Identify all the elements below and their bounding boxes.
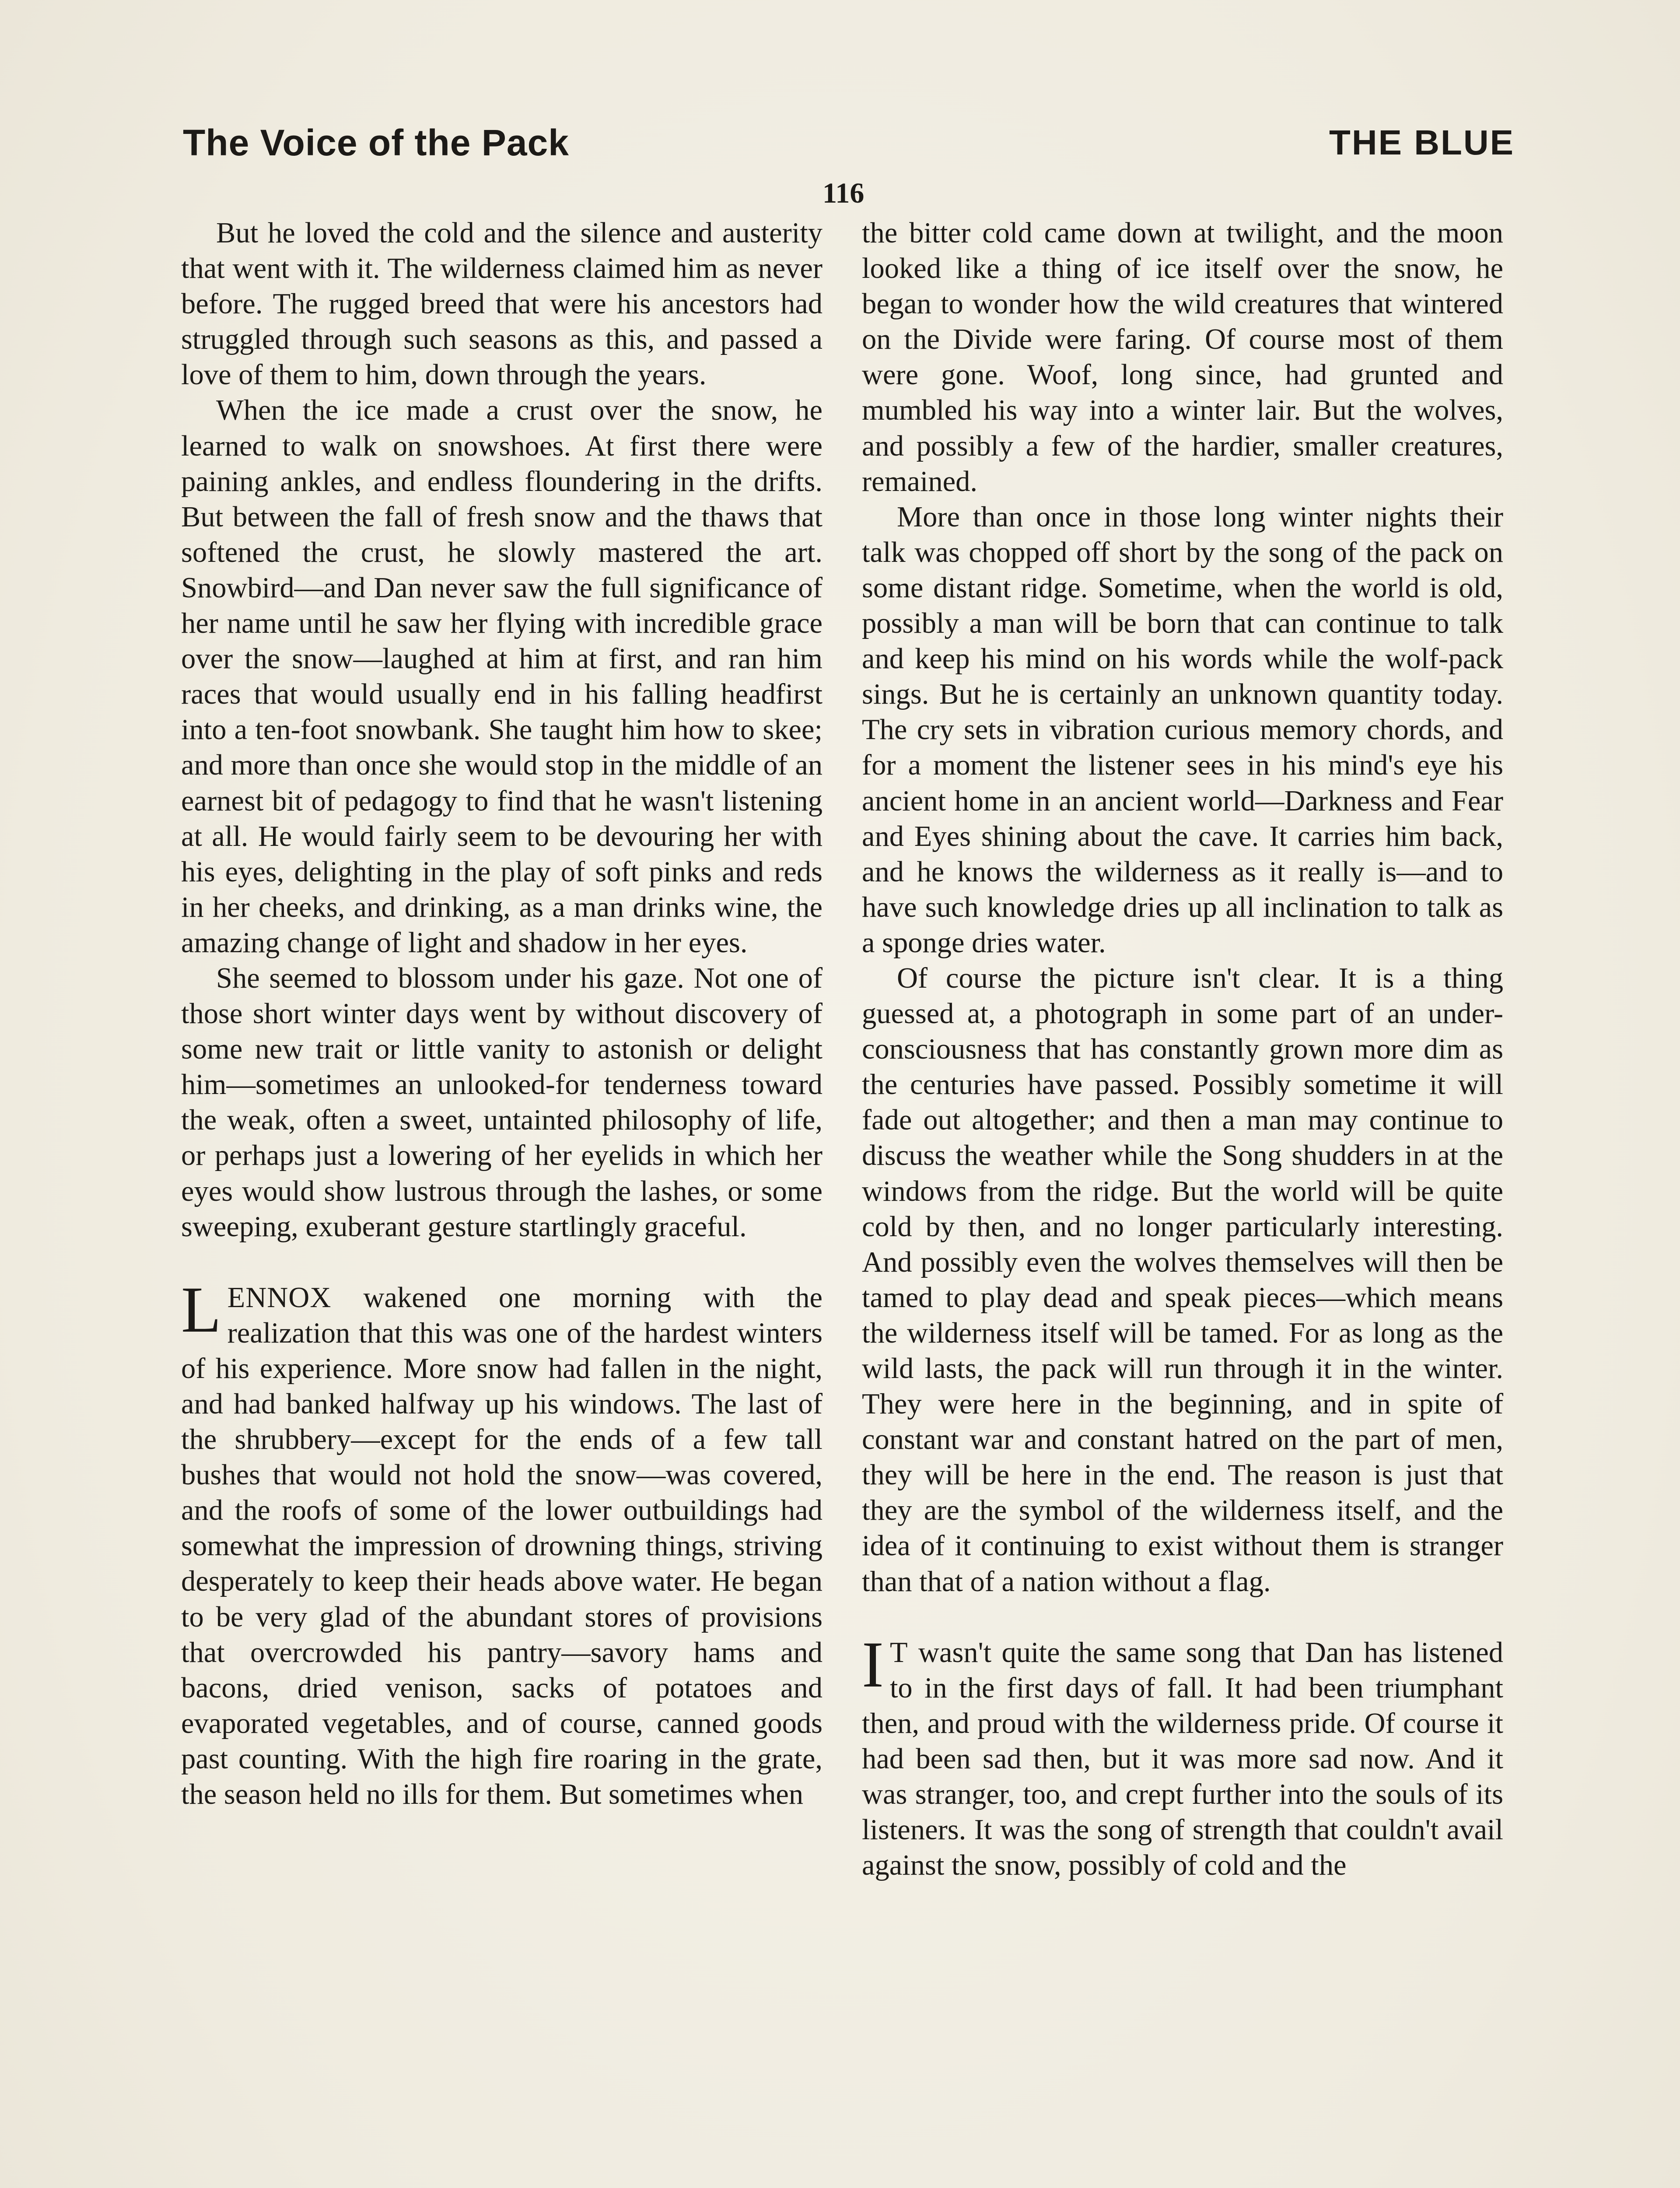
section-break xyxy=(862,1599,1503,1635)
paragraph-text: wakened one morning with the realization that this was one of the hardest winters of his experience. More snow had fallen in the night, and had banked halfway up his windows. The last of the shrubbery—except for the ends of a few tall bushes that would not hold the snow—was covered, and the roofs of some of the lower outbuildings had somewhat the impression of drowning things, striving desperately to keep their heads above water. He began to be very glad of the abundant stores of provisions that overcrowded his pantry—savory hams and bacons, dried venison, sacks of potatoes and evaporated vegetables, and of course, canned goods past counting. With the high fire roaring in the grate, the season held no ills for them. But sometimes when xyxy=(181,1281,822,1811)
small-caps-lead: ENNOX xyxy=(227,1281,332,1314)
drop-cap: L xyxy=(181,1273,221,1346)
paragraph: When the ice made a crust over the snow, he learned to walk on snowshoes. At first there were paining ankles, and endless floundering in the drifts. But between the fall of fresh snow and the thaws that softened the crust, he slowly mastered the art. Snowbird—and Dan never saw the full significance of her name until he saw her flying with incredible grace over the snow—laughed at him at first, and ran him races that would usually end in his falling headfirst into a ten-foot snowbank. She taught him how to skee; and more than once she would stop in the middle of an earnest bit of pedagogy to find that he wasn't listening at all. He would fairly seem to be devouring her with his eyes, delighting in the play of soft pinks and reds in her cheeks, and drinking, as a man drinks wine, the amazing change of light and shadow in her eyes. xyxy=(181,394,822,959)
section-opening-paragraph xyxy=(862,1628,1503,1883)
section-opening-paragraph xyxy=(181,1273,822,1812)
paragraph: More than once in those long winter nights their talk was chopped off short by the song of the pack on some distant ridge. Sometime, when the world is old, possibly a man will be born that can continue to talk and keep his mind on his words while the wolf-pack sings. But he is certainly an unknown quantity today. The cry sets in vibration curious memory chords, and for a moment the listener sees in his mind's eye his ancient home in an ancient world—Darkness and Fear and Eyes shining about the cave. It carries him back, and he knows the wilderness as it really is—and to have such knowledge dries up all inclination to talk as a sponge dries water. xyxy=(862,501,1503,959)
paragraph-text: wasn't quite the same song that Dan has listened to in the first days of fall. It had been triumphant then, and proud with the wilderness pride. Of course it had been sad then, but it was more sad now. And it was stranger, too, and crept further into the souls of its listeners. It was the song of strength that couldn't avail against the snow, possibly of cold and the xyxy=(862,1636,1503,1882)
running-title: The Voice of the Pack xyxy=(183,122,570,163)
left-column xyxy=(181,215,822,1812)
small-caps-lead: T xyxy=(889,1636,908,1669)
drop-cap: I xyxy=(862,1628,884,1701)
page-number: 116 xyxy=(822,177,864,209)
paragraph: the bitter cold came down at twilight, and the moon looked like a thing of ice itself over the snow, he began to wonder how the wild creatures that wintered on the Divide were faring. Of course most of them were gone. Woof, long since, had grunted and mumbled his way into a winter lair. But the wolves, and possibly a few of the hardier, smaller creatures, remained. xyxy=(862,217,1503,498)
section-break xyxy=(181,1245,822,1280)
paragraph: She seemed to blossom under his gaze. Not one of those short winter days went by without discovery of some new trait or little vanity to astonish or delight him—sometimes an unlooked-for tenderness toward the weak, often a sweet, untainted philosophy of life, or perhaps just a lowering of her eyelids in which her eyes would show lustrous through the lashes, or some sweeping, exuberant gesture startlingly graceful. xyxy=(181,962,822,1243)
paragraph: But he loved the cold and the silence and austerity that went with it. The wilderness claimed him as never before. The rugged breed that were his ancestors had struggled through such seasons as this, and passed a love of them to him, down through the years. xyxy=(181,217,822,391)
paragraph: Of course the picture isn't clear. It is a thing guessed at, a photograph in some part of an under-consciousness that has constantly grown more dim as the centuries have passed. Possibly sometime it will fade out altogether; and then a man may continue to discuss the weather while the Song shudders in at the windows from the ridge. But the world will be quite cold by then, and no longer particularly interesting. And possibly even the wolves themselves will then be tamed to play dead and speak pieces—which means the wilderness itself will be tamed. For as long as the wild lasts, the pack will run through it in the winter. They were here in the beginning, and in spite of constant war and constant hatred on the part of men, they will be here in the end. The reason is just that they are the symbol of the wilderness itself, and the idea of it continuing to exist without them is stranger than that of a nation without a flag. xyxy=(862,962,1503,1598)
magazine-name: THE BLUE xyxy=(1329,123,1515,162)
right-column xyxy=(862,215,1503,1883)
